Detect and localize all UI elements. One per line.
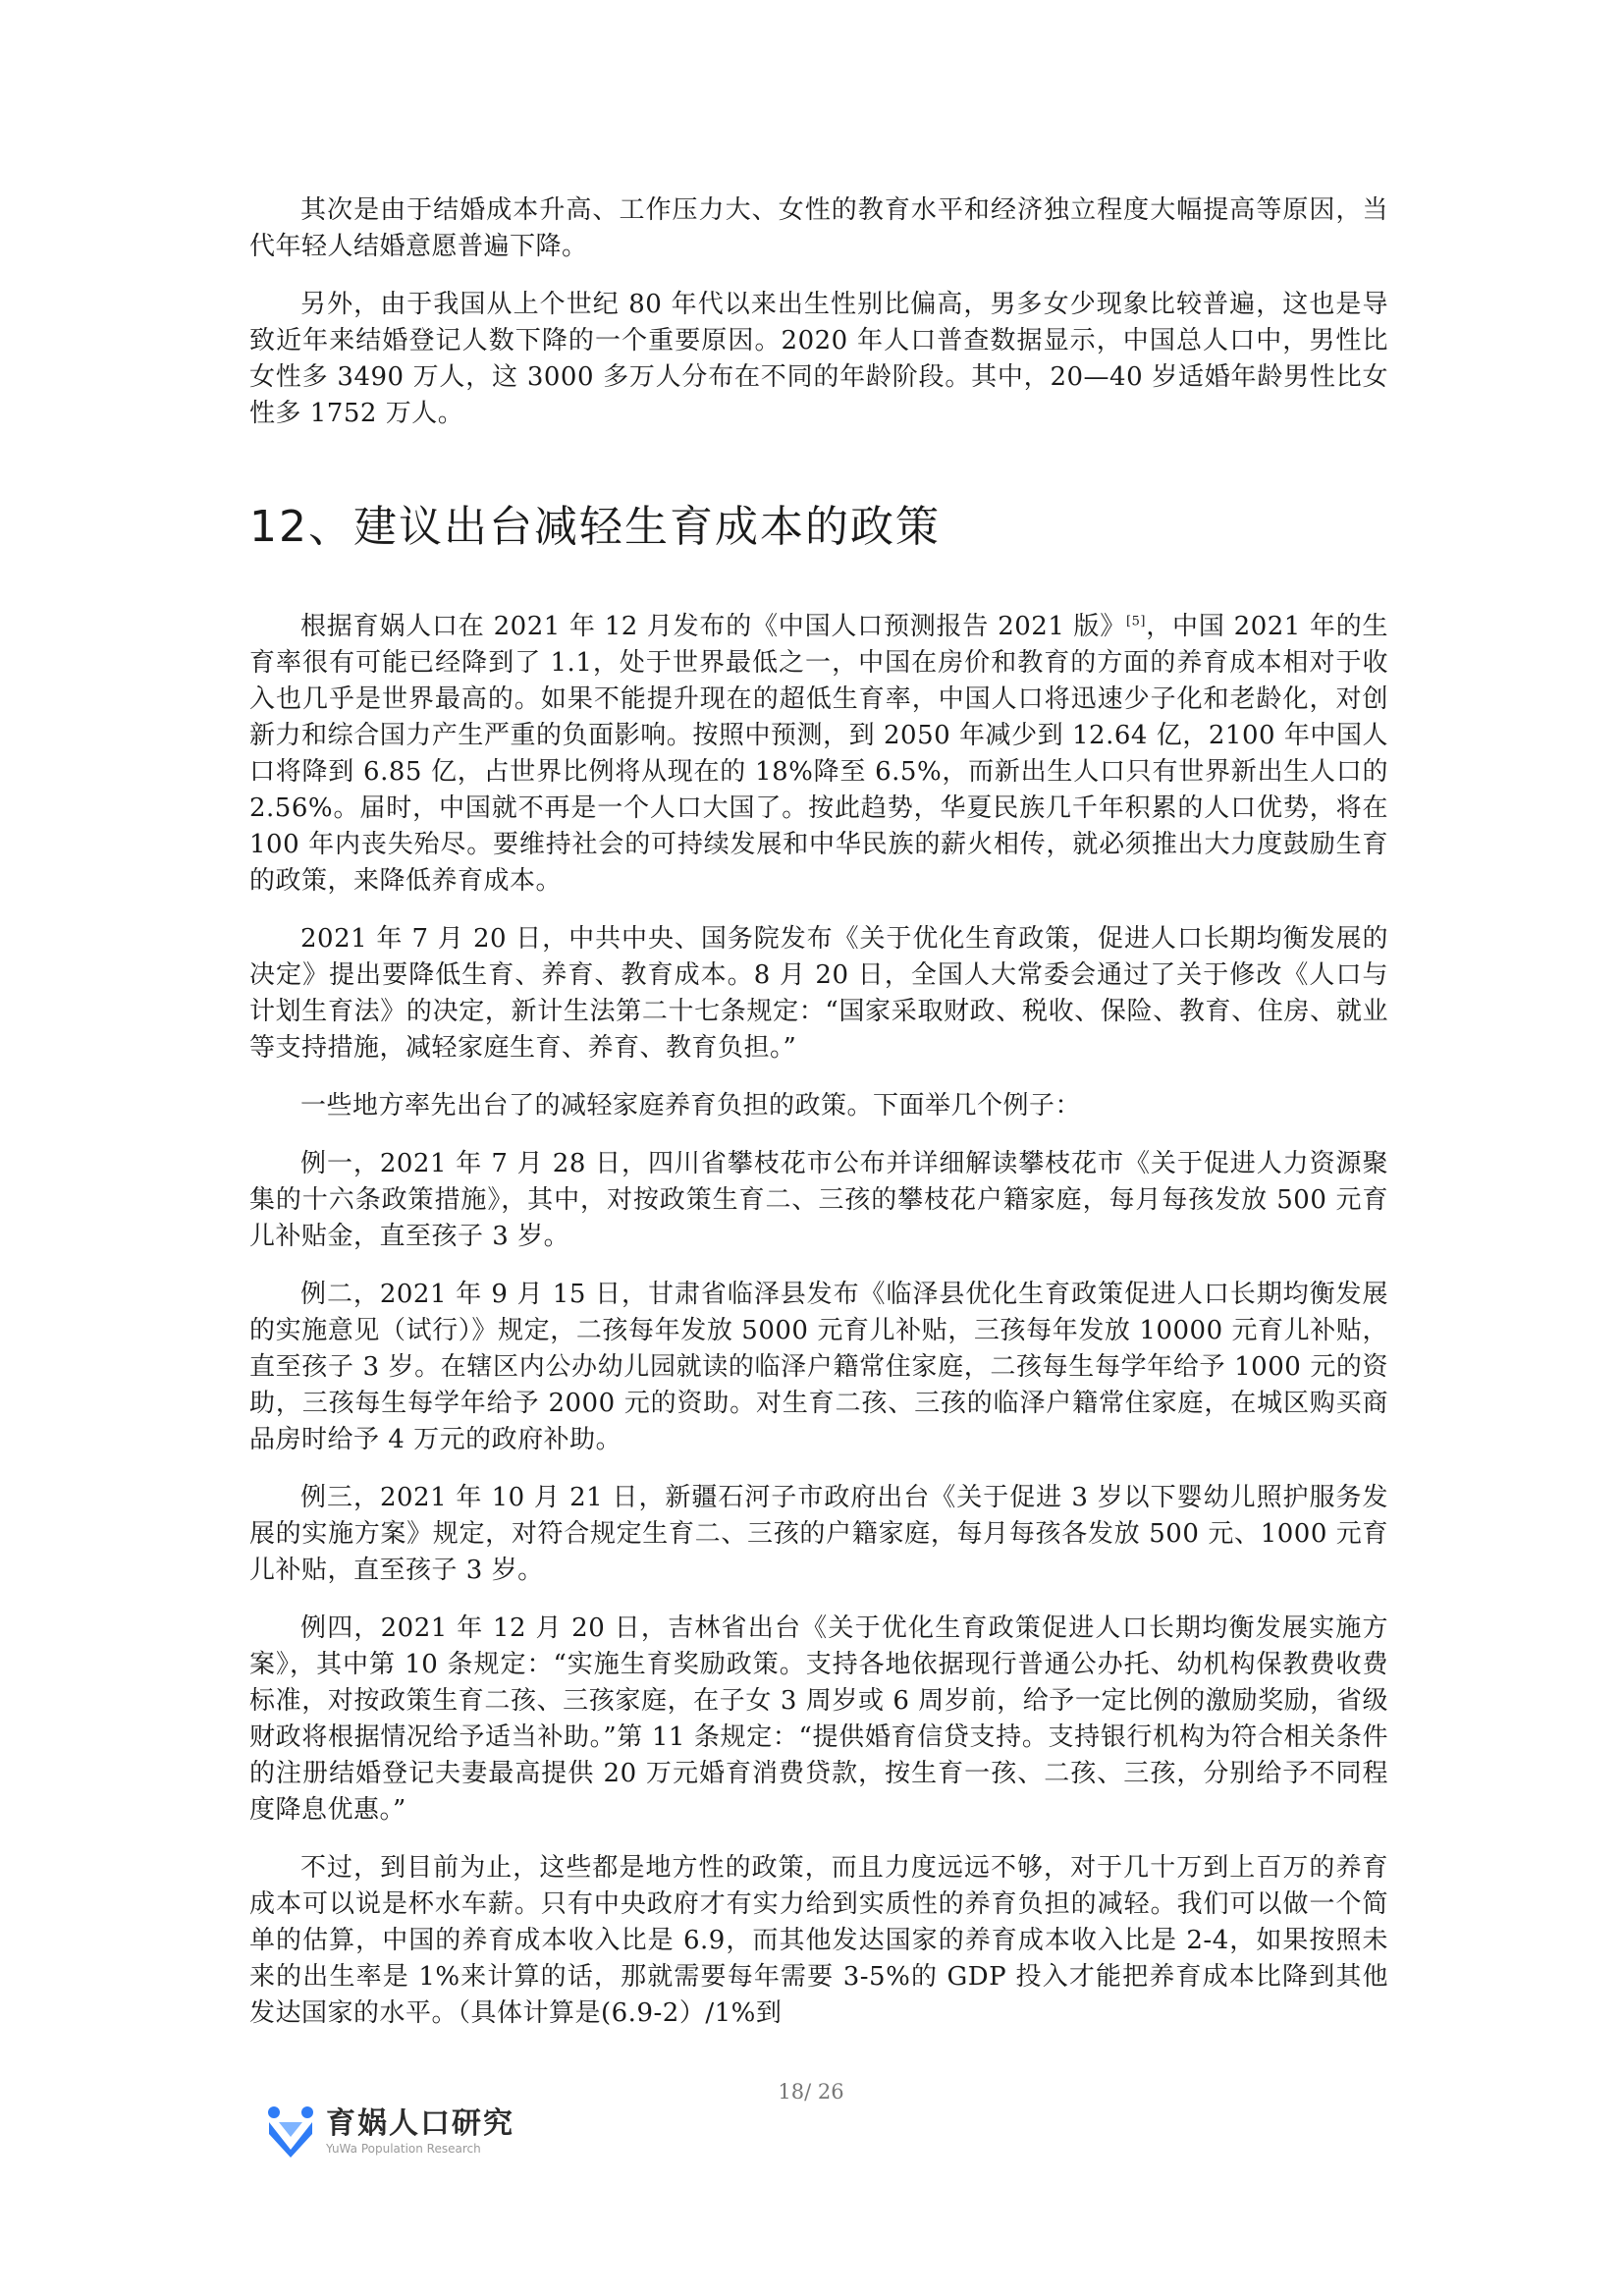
paragraph: 不过，到目前为止，这些都是地方性的政策，而且力度远远不够，对于几十万到上百万的养育成本可以说是杯水车薪。只有中央政府才有实力给到实质性的养育负担的减轻。我们可以做一个简单的估算，中国的养育成本收入比是 6.9，而其他发达国家的养育成本收入比是 2-4，如果按照未来的出生率是 1%来计算的话，那就需要每年需要 3-5%的 GDP 投入才能把养育成本比降到其他发达国家的水平。（具体计算是(6.9-2）/1%到 — [249, 1853, 1388, 2028]
paragraph-text: ，中国 2021 年的生育率很有可能已经降到了 1.1，处于世界最低之一，中国在房价和教育的方面的养育成本相对于收入也几乎是世界最高的。如果不能提升现在的超低生育率，中国人口将迅速少子化和老龄化，对创新力和综合国力产生严重的负面影响。按照中预测，到 2050 年减少到 12.64 亿，2100 年中国人口将降到 6.85 亿，占世界比例将从现在的 18%降至 6.5%，而新出生人口只有世界新出生人口的 2.56%。届时，中国就不再是一个人口大国了。按此趋势，华夏民族几千年积累的人口优势，将在 100 年内丧失殆尽。要维持社会的可持续发展和中华民族的薪火相传，就必须推出大力度鼓励生育的政策，来降低养育成本。 — [249, 612, 1388, 896]
paragraph-text: 根据育娲人口在 2021 年 12 月发布的《中国人口预测报告 2021 版》 — [300, 612, 1127, 641]
paragraph: 2021 年 7 月 20 日，中共中央、国务院发布《关于优化生育政策，促进人口长期均衡发展的决定》提出要降低生育、养育、教育成本。8 月 20 日，全国人大常委会通过了关于修改《人口与计划生育法》的决定，新计生法第二十七条规定：“国家采取财政、税收、保险、教育、住房、就业等支持措施，减轻家庭生育、养育、教育负担。” — [249, 924, 1388, 1063]
yuwa-logo-icon — [265, 2105, 316, 2159]
paragraph: 例三，2021 年 10 月 21 日，新疆石河子市政府出台《关于促进 3 岁以下婴幼儿照护服务发展的实施方案》规定，对符合规定生育二、三孩的户籍家庭，每月每孩各发放 500 元、1000 元育儿补贴，直至孩子 3 岁。 — [249, 1483, 1388, 1585]
logo-name-cn: 育娲人口研究 — [326, 2106, 514, 2141]
footer-logo — [265, 2102, 514, 2162]
paragraph-with-reference — [249, 609, 1388, 900]
paragraph: 例二，2021 年 9 月 15 日，甘肃省临泽县发布《临泽县优化生育政策促进人口长期均衡发展的实施意见（试行）》规定，二孩每年发放 5000 元育儿补贴，三孩每年发放 10000 元育儿补贴，直至孩子 3 岁。在辖区内公办幼儿园就读的临泽户籍常住家庭，二孩每生每学年给予 1000 元的资助，三孩每生每学年给予 2000 元的资助。对生育二孩、三孩的临泽户籍常住家庭，在城区购买商品房时给予 4 万元的政府补助。 — [249, 1280, 1388, 1454]
logo-name-en: YuWa Population Research — [326, 2142, 481, 2156]
paragraph: 一些地方率先出台了的减轻家庭养育负担的政策。下面举几个例子： — [300, 1091, 1082, 1121]
paragraph: 例一，2021 年 7 月 28 日，四川省攀枝花市公布并详细解读攀枝花市《关于促进人力资源聚集的十六条政策措施》，其中，对按政策生育二、三孩的攀枝花户籍家庭，每月每孩发放 500 元育儿补贴金，直至孩子 3 岁。 — [249, 1149, 1388, 1251]
page-content — [249, 192, 1388, 2053]
paragraph: 例四，2021 年 12 月 20 日，吉林省出台《关于优化生育政策促进人口长期均衡发展实施方案》，其中第 10 条规定：“实施生育奖励政策。支持各地依据现行普通公办托、幼机构保教费收费标准，对按政策生育二孩、三孩家庭，在子女 3 周岁或 6 周岁前，给予一定比例的激励奖励，省级财政将根据情况给予适当补助。”第 11 条规定：“提供婚育信贷支持。支持银行机构为符合相关条件的注册结婚登记夫妻最高提供 20 万元婚育消费贷款，按生育一孩、二孩、三孩，分别给予不同程度降息优惠。” — [249, 1613, 1388, 1825]
paragraph: 其次是由于结婚成本升高、工作压力大、女性的教育水平和经济独立程度大幅提高等原因，当代年轻人结婚意愿普遍下降。 — [249, 195, 1388, 261]
paragraph: 另外，由于我国从上个世纪 80 年代以来出生性别比偏高，男多女少现象比较普遍，这也是导致近年来结婚登记人数下降的一个重要原因。2020 年人口普查数据显示，中国总人口中，男性比女性多 3490 万人，这 3000 多万人分布在不同的年龄阶段。其中，20—40 岁适婚年龄男性比女性多 1752 万人。 — [249, 290, 1388, 428]
reference-marker[interactable]: [5] — [1126, 614, 1146, 629]
section-heading: 12、建议出台减轻生育成本的政策 — [249, 502, 941, 552]
page-number: 18/ 26 — [778, 2080, 844, 2104]
